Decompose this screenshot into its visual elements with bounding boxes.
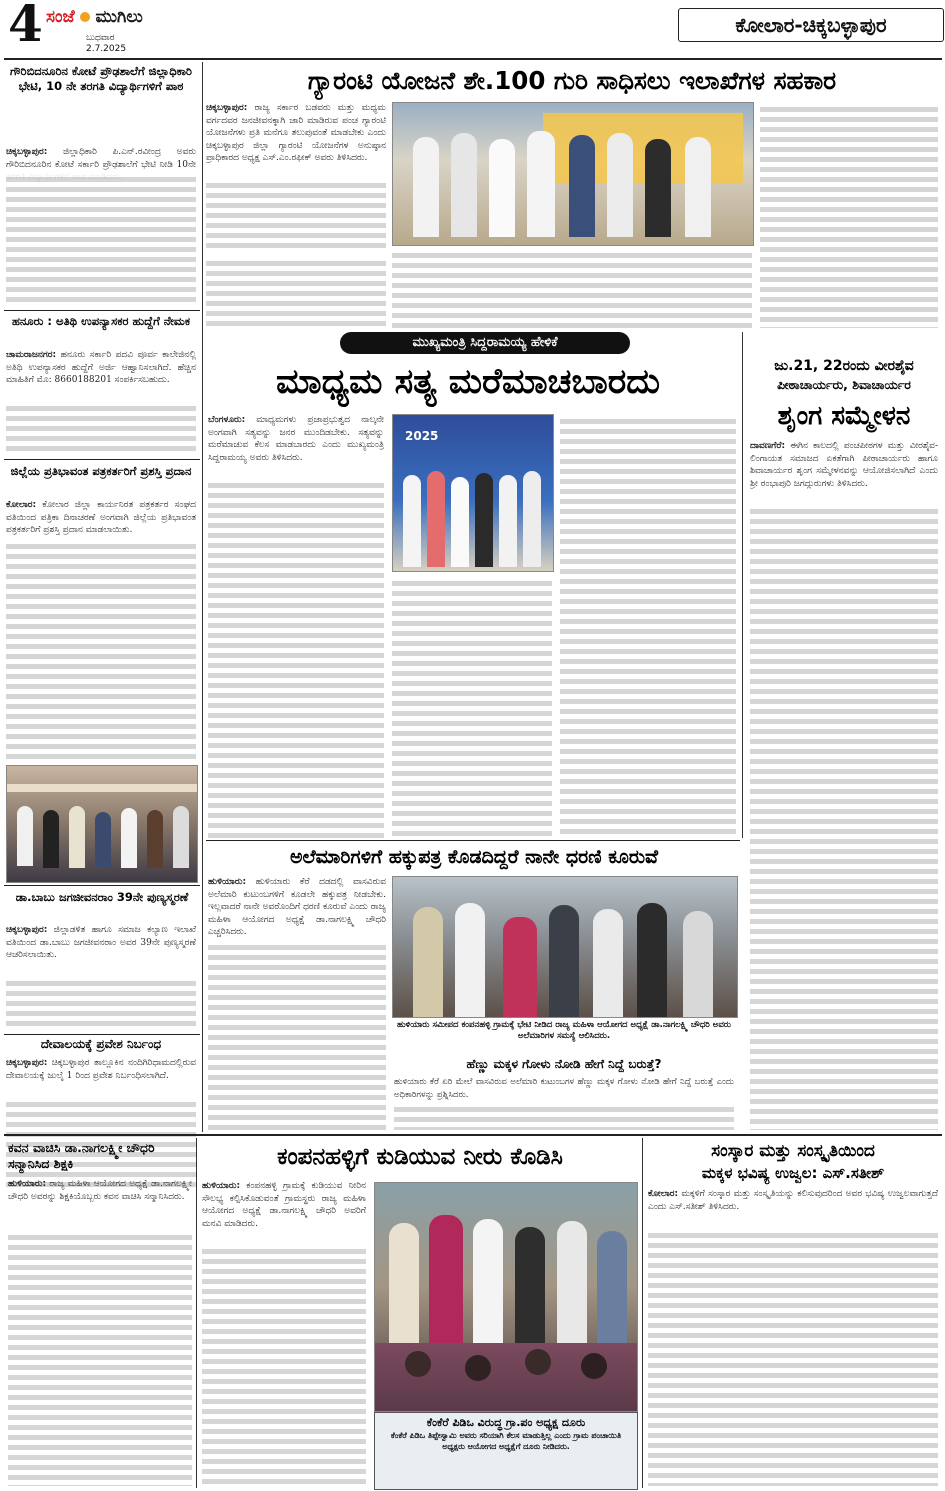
bottom-col2-box xyxy=(374,1412,638,1490)
veerashaiva-headline-line3: ಶೃಂಗ ಸಮ್ಮೇಳನ xyxy=(777,401,911,431)
left-story1-dateline: ಚಿಕ್ಕಬಳ್ಳಾಪುರ: xyxy=(6,147,48,157)
almirah-body-col1 xyxy=(208,876,386,1130)
left-story5-dateline: ಚಿಕ್ಕಬಳ್ಳಾಪುರ: xyxy=(6,1058,48,1068)
bottom-col3-dateline: ಕೋಲಾರ: xyxy=(648,1189,679,1199)
left-story3-body xyxy=(6,499,196,761)
lead-body-col1b xyxy=(206,256,386,328)
left-story3-headline: ಜಿಲ್ಲೆಯ ಪ್ರತಿಭಾವಂತ ಪತ್ರಕರ್ತರಿಗೆ ಪ್ರಶಸ್ತಿ ಪ್ರದಾನ xyxy=(10,464,192,478)
media-body-start: ಮಾಧ್ಯಮಗಳು ಪ್ರಜಾಪ್ರಭುತ್ವದ ನಾಲ್ಕನೇ ಅಂಗವಾಗಿ ಸತ್ಯವನ್ನು ಜನರ ಮುಂದಿಡಬೇಕು. ಸತ್ಯವನ್ನು ಮರೆಮಾಚುವ ಕೆಲಸ ಮಾಡಬಾರದು ಎಂದು ಮುಖ್ಯಮಂತ್ರಿ ಸಿದ್ದರಾಮಯ್ಯ ಅವರು ತಿಳಿಸಿದರು. xyxy=(208,415,384,463)
sun-icon xyxy=(80,12,90,22)
masthead xyxy=(0,0,945,58)
bottom-divider xyxy=(4,1134,942,1136)
veerashaiva-body xyxy=(750,440,938,1130)
lead-headline: ಗ್ಯಾರಂಟಿ ಯೋಜನೆ ಶೇ.100 ಗುರಿ ಸಾಧಿಸಲು ಇಲಾಖೆಗಳ ಸಹಕಾರ xyxy=(307,66,837,95)
issue-day: ಬುಧವಾರ xyxy=(86,33,115,43)
bottom-col2-box-title: ಕೆಂಕೆರೆ ಪಿಡಿಒ ವಿರುದ್ಧ ಗ್ರಾ.ಪಂ ಅಧ್ಯಕ್ಷ ದೂರು xyxy=(426,1416,586,1429)
paper-name-part1: ಸಂಜೆ xyxy=(46,7,75,27)
almirah-headline: ಅಲೆಮಾರಿಗಳಿಗೆ ಹಕ್ಕುಪತ್ರ ಕೊಡದಿದ್ದರೆ ನಾನೇ ಧರಣಿ ಕೂರುವೆ xyxy=(290,846,658,868)
lead-body-col2 xyxy=(392,248,752,328)
left-story1-body xyxy=(6,146,196,306)
media-body-col3 xyxy=(560,414,736,838)
left-story3-text: ಕೋಲಾರ ಜಿಲ್ಲಾ ಕಾರ್ಯನಿರತ ಪತ್ರಕರ್ತರ ಸಂಘದ ವತಿಯಿಂದ ಪತ್ರಿಕಾ ದಿನಾಚರಣೆ ಅಂಗವಾಗಿ ಜಿಲ್ಲೆಯ ಪ್ರತಿಭಾವಂತ ಪತ್ರಕರ್ತರಿಗೆ ಪ್ರಶಸ್ತಿ ಪ್ರದಾನ ಮಾಡಲಾಯಿತು. xyxy=(6,500,196,536)
lead-body-col1 xyxy=(206,102,386,252)
bottom-col3-text: ಮಕ್ಕಳಿಗೆ ಸಂಸ್ಕಾರ ಮತ್ತು ಸಂಸ್ಕೃತಿಯನ್ನು ಕಲಿಸುವುದರಿಂದ ಅವರ ಭವಿಷ್ಯ ಉಜ್ವಲವಾಗುತ್ತದೆ ಎಂದು ಎಸ್.ಸತೀಶ್ ತಿಳಿಸಿದರು. xyxy=(648,1189,938,1212)
almirah-dateline: ಹುಳಿಯಾರು: xyxy=(208,877,247,887)
left-story4-body xyxy=(6,924,196,1030)
left-story4-dateline: ಚಿಕ್ಕಬಳ್ಳಾಪುರ: xyxy=(6,925,48,935)
lead-dateline: ಚಿಕ್ಕಬಳ್ಳಾಪುರ: xyxy=(206,103,248,113)
veerashaiva-body-start: ಈಗಿನ ಕಾಲದಲ್ಲಿ ಪಂಚಪೀಠಗಳ ಮತ್ತು ವೀರಶೈವ-ಲಿಂಗಾಯತ ಸಮಾಜದ ಏಕತೆಗಾಗಿ ಪೀಠಾಚಾರ್ಯರು ಹಾಗೂ ಶಿವಾಚಾರ್ಯರ ಶೃಂಗ ಸಮ್ಮೇಳನವನ್ನು ಆಯೋಜಿಸಲಾಗಿದೆ ಎಂದು ಶ್ರೀ ರಂಭಾಪುರಿ ಜಗದ್ಗುರುಗಳು ತಿಳಿಸಿದರು. xyxy=(750,441,938,489)
bottom-col1-headline: ಕವನ ವಾಚಿಸಿ ಡಾ.ನಾಗಲಕ್ಷ್ಮೀ ಚೌಧರಿ ಸನ್ಮಾನಿಸಿದ ಶಿಕ್ಷಕಿ xyxy=(8,1140,155,1171)
almirah-sub-headline: ಹೆಣ್ಣು ಮಕ್ಕಳ ಗೋಳು ನೋಡಿ ಹೇಗೆ ನಿದ್ದೆ ಬರುತ್ತೆ? xyxy=(466,1057,662,1071)
cm-kicker: ಮುಖ್ಯಮಂತ್ರಿ ಸಿದ್ದರಾಮಯ್ಯ ಹೇಳಿಕೆ xyxy=(340,332,630,354)
media-body-col1 xyxy=(208,414,384,838)
media-body-col2 xyxy=(392,576,552,838)
bottom-col2-dateline: ಹುಳಿಯಾರು: xyxy=(202,1181,241,1191)
bottom-col2-photo xyxy=(374,1182,638,1412)
almirah-body-start: ಹುಳಿಯಾರು ಕೆರೆ ದಡದಲ್ಲಿ ವಾಸವಿರುವ ಅಲೆಮಾರಿ ಕುಟುಂಬಗಳಿಗೆ ಕೂಡಲೇ ಹಕ್ಕುಪತ್ರ ನೀಡಬೇಕು. ಇಲ್ಲವಾದರೆ ನಾನೇ ಅವರೊಂದಿಗೆ ಧರಣಿ ಕೂರುವೆ ಎಂದು ರಾಜ್ಯ ಮಹಿಳಾ ಆಯೋಗದ ಅಧ್ಯಕ್ಷೆ ಡಾ.ನಾಗಲಕ್ಷ್ಮಿ ಚೌಧರಿ ಎಚ್ಚರಿಸಿದರು. xyxy=(208,877,386,938)
paper-name-part2: ಮುಗಿಲು xyxy=(95,7,143,27)
bottom-col3-headline-line2: ಮಕ್ಕಳ ಭವಿಷ್ಯ ಉಜ್ವಲ: ಎಸ್.ಸತೀಶ್ xyxy=(701,1164,885,1182)
left-column-divider xyxy=(202,62,203,1132)
lead-body-start: ರಾಜ್ಯ ಸರ್ಕಾರ ಬಡವರು ಮತ್ತು ಮಧ್ಯಮ ವರ್ಗದವರ ಜನಜೀವನಕ್ಕಾಗಿ ಜಾರಿ ಮಾಡಿರುವ ಪಂಚ ಗ್ಯಾರಂಟಿ ಯೋಜನೆಗಳು ಪ್ರತಿ ಮನೆಗೂ ತಲುಪುವಂತೆ ಮಾಡಬೇಕು ಎಂದು ಚಿಕ್ಕಬಳ್ಳಾಪುರ ಜಿಲ್ಲಾ ಗ್ಯಾರಂಟಿ ಯೋಜನೆಗಳ ಅನುಷ್ಠಾನ ಪ್ರಾಧಿಕಾರದ ಅಧ್ಯಕ್ಷ ಎಸ್.ಎಂ.ರಫೀಕ್ ಅವರು ತಿಳಿಸಿದರು. xyxy=(206,103,386,164)
issue-date: 2.7.2025 xyxy=(86,44,127,54)
bottom-col3-headline-line1: ಸಂಸ್ಕಾರ ಮತ್ತು ಸಂಸ್ಕೃತಿಯಿಂದ xyxy=(711,1141,875,1161)
almirah-sub-body xyxy=(394,1076,734,1130)
bottom-col3-body xyxy=(648,1188,938,1486)
left-story3-photo xyxy=(6,765,198,883)
media-dateline: ಬೆಂಗಳೂರು: xyxy=(208,415,246,425)
bottom-col1-body xyxy=(8,1178,192,1486)
left-story2-dateline: ಚಾಮರಾಜನಗರ: xyxy=(6,350,57,360)
bottom-col2-body-left xyxy=(202,1180,366,1486)
left-story1-text: ಜಿಲ್ಲಾಧಿಕಾರಿ ಪಿ.ಎನ್.ರವೀಂದ್ರ ಅವರು ಗೌರಿಬಿದನೂರಿನ ಕೋಟೆ ಸರ್ಕಾರಿ ಪ್ರೌಢಶಾಲೆಗೆ ಭೇಟಿ ನೀಡಿ 10ನೇ xyxy=(6,147,196,170)
left-story4-text: ಜಿಲ್ಲಾಡಳಿತ ಹಾಗೂ ಸಮಾಜ ಕಲ್ಯಾಣ ಇಲಾಖೆ ವತಿಯಿಂದ ಡಾ.ಬಾಬು ಜಗಜೀವನರಾಂ ಅವರ 39ನೇ ಪುಣ್ಯಸ್ಮರಣೆ ಆಚರಿಸಲಾಯಿತು. xyxy=(6,925,196,961)
masthead-divider xyxy=(4,58,942,60)
veerashaiva-headline-line2: ಪೀಠಾಚಾರ್ಯರು, ಶಿವಾಚಾರ್ಯರ xyxy=(777,377,911,392)
paper-logo xyxy=(46,6,166,30)
bottom-col2-headline: ಕಂಪನಹಳ್ಳಿಗೆ ಕುಡಿಯುವ ನೀರು ಕೊಡಿಸಿ xyxy=(277,1144,563,1170)
bottom-col1-dateline: ಹುಳಿಯಾರು: xyxy=(8,1179,47,1189)
bottom-col2-box-body: ಕೆಂಕೆರೆ ಪಿಡಿಒ ತಿಪ್ಪೇಸ್ವಾಮಿ ಅವರು ಸರಿಯಾಗಿ ಕೆಲಸ ಮಾಡುತ್ತಿಲ್ಲ ಎಂದು ಗ್ರಾಮ ಪಂಚಾಯಿತಿ ಅಧ್ಯಕ್ಷರು ಆಯೋಗದ ಅಧ್ಯಕ್ಷೆಗೆ ದೂರು ನೀಡಿದರು. xyxy=(390,1431,622,1451)
left-story1-headline: ಗೌರಿಬಿದನೂರಿನ ಕೋಟೆ ಪ್ರೌಢಶಾಲೆಗೆ ಜಿಲ್ಲಾಧಿಕಾರಿ ಭೇಟಿ, 10 ನೇ ತರಗತಿ ವಿದ್ಯಾರ್ಥಿಗಳಿಗೆ ಪಾಠ xyxy=(10,64,192,93)
left-column xyxy=(4,62,200,1132)
almirah-photo-caption: ಹುಳಿಯಾರು ಸಮೀಪದ ಕಂಪನಹಳ್ಳಿ ಗ್ರಾಮಕ್ಕೆ ಭೇಟಿ ನೀಡಿದ ರಾಜ್ಯ ಮಹಿಳಾ ಆಯೋಗದ ಅಧ್ಯಕ್ಷೆ ಡಾ.ನಾಗಲಕ್ಷ್ಮಿ ಚೌಧರಿ ಅವರು ಅಲೆಮಾರಿಗಳ ಸಮಸ್ಯೆ ಆಲಿಸಿದರು. xyxy=(396,1020,732,1041)
lead-body-col3 xyxy=(760,102,938,328)
left-story2-body xyxy=(6,349,196,455)
veerashaiva-headline-line1: ಜು.21, 22ರಂದು ವೀರಶೈವ xyxy=(774,358,914,374)
media-photo xyxy=(392,414,554,572)
section-title: ಕೋಲಾರ-ಚಿಕ್ಕಬಳ್ಳಾಪುರ xyxy=(735,13,887,37)
left-story4-headline: ಡಾ.ಬಾಬು ಜಗಜೀವನರಾಂ 39ನೇ ಪುಣ್ಯಸ್ಮರಣೆ xyxy=(15,890,189,904)
left-story2-text: ಹನೂರು ಸರ್ಕಾರಿ ಪದವಿ ಪೂರ್ವ ಕಾಲೇಜಿನಲ್ಲಿ ಅತಿಥಿ ಉಪನ್ಯಾಸಕರ ಹುದ್ದೆಗೆ ಅರ್ಜಿ ಆಹ್ವಾನಿಸಲಾಗಿದೆ. ಹೆಚ್ಚಿನ ಮಾಹಿತಿಗೆ ಮೊ: 8660188201 ಸಂಪರ್ಕಿಸಬಹುದು. xyxy=(6,350,196,386)
left-story5-headline: ದೇವಾಲಯಕ್ಕೆ ಪ್ರವೇಶ ನಿರ್ಬಂಧ xyxy=(40,1037,162,1051)
almirah-photo xyxy=(392,876,738,1018)
almirah-sub-text: ಹುಳಿಯಾರು ಕೆರೆ ಏರಿ ಮೇಲೆ ವಾಸವಿರುವ ಅಲೆಮಾರಿ ಕುಟುಂಬಗಳ ಹೆಣ್ಣು ಮಕ್ಕಳ ಗೋಳು ನೋಡಿ ಹೇಗೆ ನಿದ್ದೆ ಬರುತ್ತೆ ಎಂದು ಅಧಿಕಾರಿಗಳನ್ನು ಪ್ರಶ್ನಿಸಿದರು. xyxy=(394,1077,734,1100)
bottom-col1-text: ರಾಜ್ಯ ಮಹಿಳಾ ಆಯೋಗದ ಅಧ್ಯಕ್ಷೆ ಡಾ.ನಾಗಲಕ್ಷ್ಮೀ ಚೌಧರಿ ಅವರನ್ನು ಶಿಕ್ಷಕಿಯೊಬ್ಬರು ಕವನ ವಾಚಿಸಿ ಸನ್ಮಾನಿಸಿದರು. xyxy=(8,1179,192,1202)
photo-banner-mark: 2025 xyxy=(405,429,439,443)
left-story3-dateline: ಕೋಲಾರ: xyxy=(6,500,37,510)
section-tab xyxy=(678,8,944,42)
lead-photo xyxy=(392,102,754,246)
page-number: 4 xyxy=(8,0,43,53)
left-story5-text: ಚಿಕ್ಕಬಳ್ಳಾಪುರ ತಾಲ್ಲೂಕಿನ ನಂದಿಗಿರಿಧಾಮದಲ್ಲಿರುವ ದೇವಾಲಯಕ್ಕೆ ಜುಲೈ 1 ರಿಂದ ಪ್ರವೇಶ ನಿರ್ಬಂಧಿಸಲಾಗಿದೆ. xyxy=(6,1058,196,1081)
veerashaiva-dateline: ದಾವಣಗೆರೆ: xyxy=(750,441,786,451)
left-story2-headline: ಹನೂರು : ಅತಿಥಿ ಉಪನ್ಯಾಸಕರ ಹುದ್ದೆಗೆ ನೇಮಕ xyxy=(11,314,191,328)
media-headline: ಮಾಧ್ಯಮ ಸತ್ಯ ಮರೆಮಾಚಬಾರದು xyxy=(276,362,660,402)
bottom-col2-text: ಕಂಪನಹಳ್ಳಿ ಗ್ರಾಮಕ್ಕೆ ಕುಡಿಯುವ ನೀರಿನ ಸೌಲಭ್ಯ ಕಲ್ಪಿಸಿಕೊಡುವಂತೆ ಗ್ರಾಮಸ್ಥರು ರಾಜ್ಯ ಮಹಿಳಾ ಆಯೋಗದ ಅಧ್ಯಕ್ಷೆ ಡಾ.ನಾಗಲಕ್ಷ್ಮಿ ಚೌಧರಿ ಅವರಿಗೆ ಮನವಿ ಮಾಡಿದರು. xyxy=(202,1181,366,1229)
